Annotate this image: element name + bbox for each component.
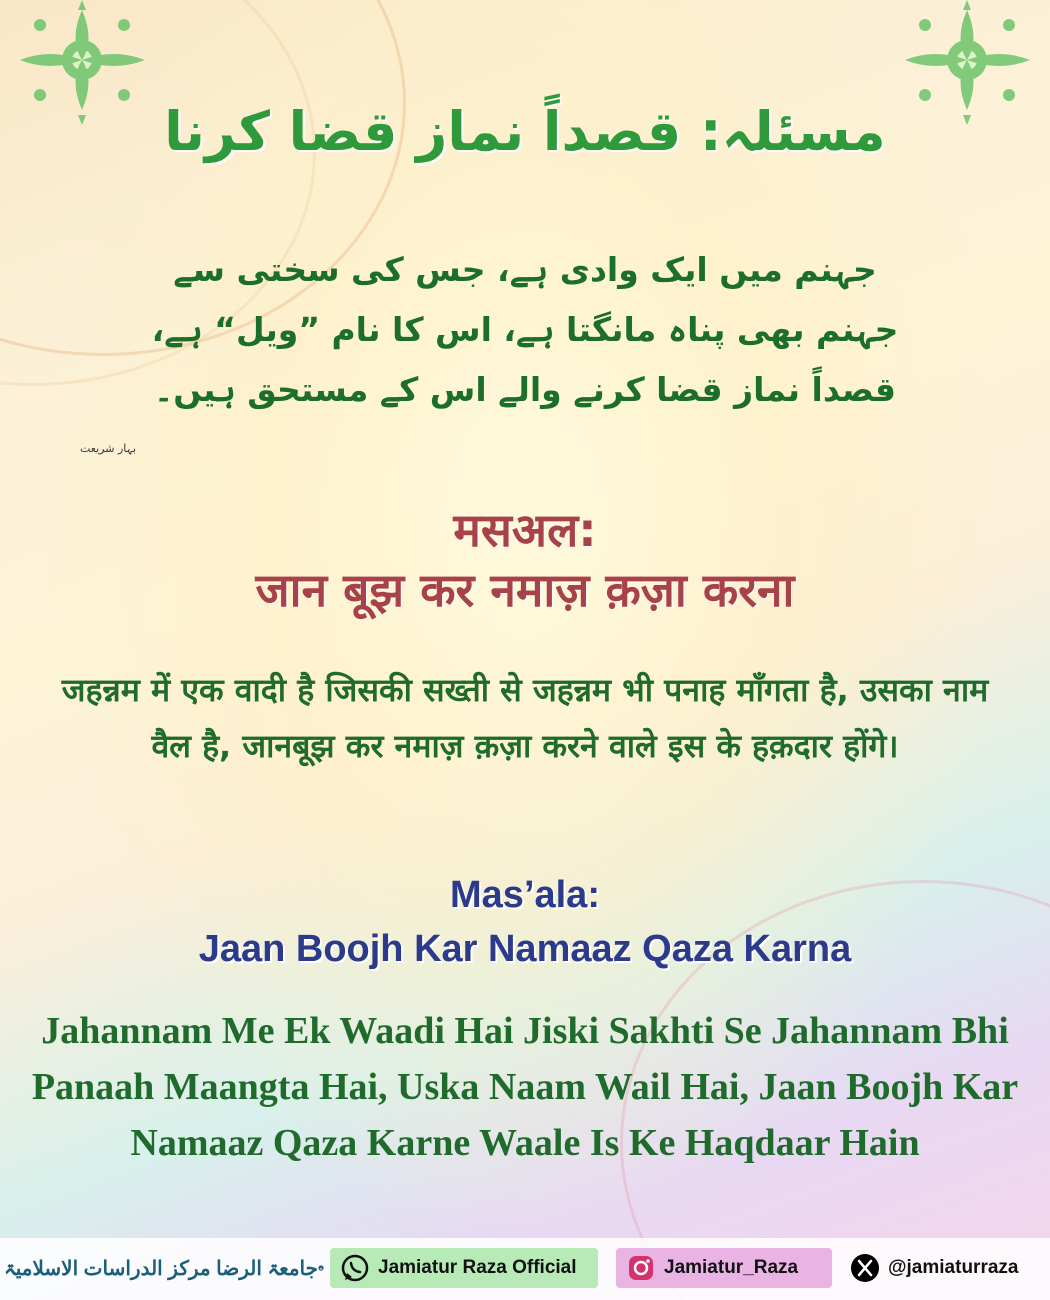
x-link[interactable] <box>846 1248 1046 1288</box>
hindi-body: जहन्नम में एक वादी है जिसकी सख्ती से जहन्नम भी पनाह माँगता है, उसका नाम वैल है, जानबूझ कर नमाज़ क़ज़ा करने वाले इस के हक़दार होंगे। <box>61 671 989 765</box>
hindi-title-line2: जान बूझ कर नमाज़ क़ज़ा करना <box>255 563 795 617</box>
urdu-title: مسئلہ: قصداً نماز قضا کرنا <box>164 100 886 163</box>
institution-logo-text: جامعۃ الرضا مرکز الدراسات الاسلامیۃ <box>4 1257 318 1280</box>
whatsapp-label: Jamiatur Raza Official <box>378 1257 577 1278</box>
latin-title <box>0 868 1050 976</box>
x-icon <box>850 1253 880 1283</box>
latin-title-line1: Mas’ala: <box>450 874 600 916</box>
logo-emblem-icon <box>318 1253 324 1283</box>
instagram-icon <box>626 1253 656 1283</box>
instagram-link[interactable] <box>616 1248 832 1288</box>
latin-title-line2: Jaan Boojh Kar Namaaz Qaza Karna <box>198 928 852 970</box>
instagram-label: Jamiatur_Raza <box>664 1257 799 1278</box>
whatsapp-icon <box>340 1253 370 1283</box>
urdu-body: جہنم میں ایک وادی ہے، جس کی سختی سے جہنم بھی پناہ مانگتا ہے، اس کا نام ”ویل“ ہے، قصداً نماز قضا کرنے والے اس کے مستحق ہیں۔ <box>151 250 899 409</box>
whatsapp-link[interactable] <box>330 1248 598 1288</box>
latin-body: Jahannam Me Ek Waadi Hai Jiski Sakhti Se Jahannam Bhi Panaah Maangta Hai, Uska Naam Wail Hai, Jaan Boojh Kar Namaaz Qaza Karne Waale Is Ke Haqdaar Hain <box>31 1010 1019 1164</box>
urdu-source: بہار شریعت <box>80 442 137 455</box>
institution-logo[interactable] <box>4 1248 324 1288</box>
footer-bar <box>0 1238 1050 1300</box>
hindi-title-line1: मसअल: <box>453 503 597 557</box>
x-label: @jamiaturraza <box>888 1257 1019 1278</box>
hindi-title <box>0 500 1050 620</box>
